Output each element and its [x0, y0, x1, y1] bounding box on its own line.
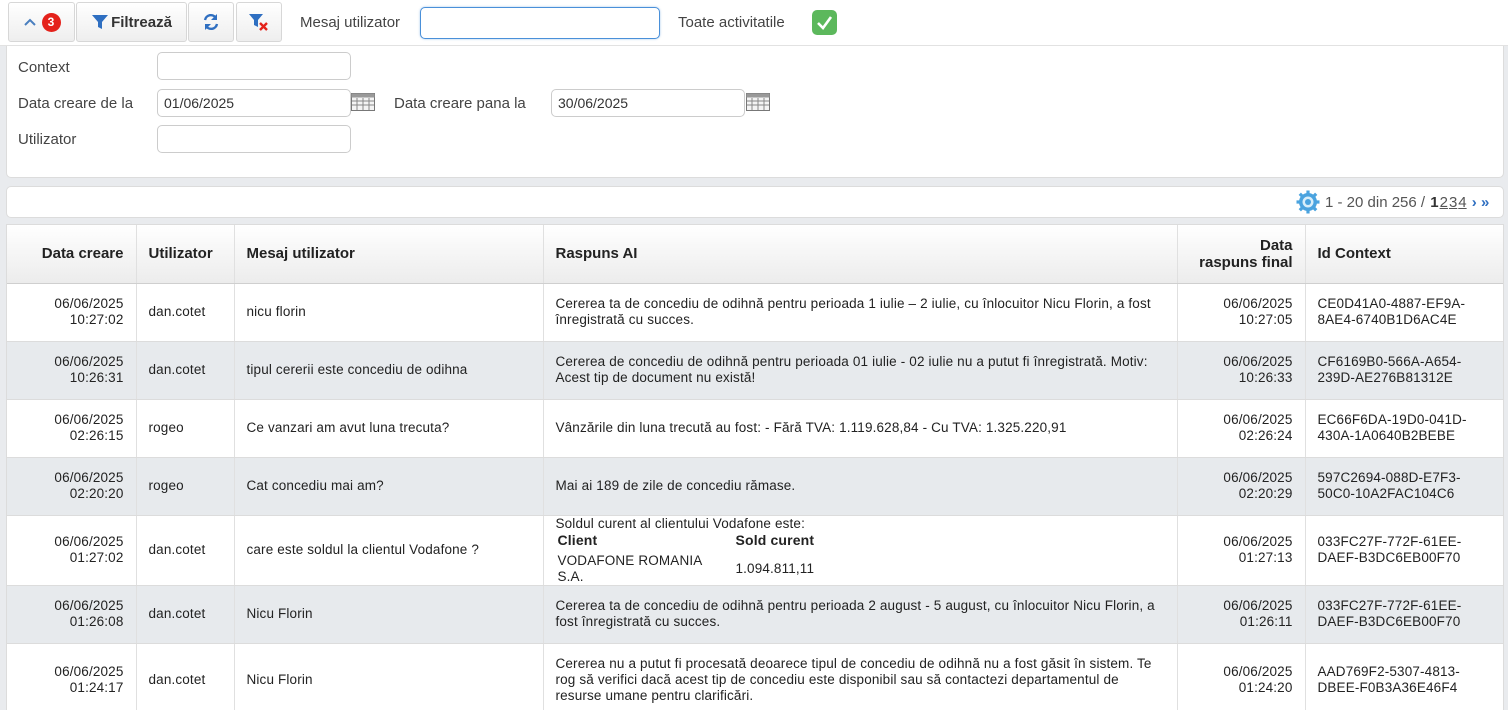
subtable-balance: 1.094.811,11	[735, 560, 815, 576]
user-label: Utilizator	[18, 131, 77, 148]
subtable-header-client: Client	[557, 531, 598, 548]
filter-panel	[6, 46, 1504, 178]
checkmark-icon	[812, 10, 837, 35]
cell-created: 06/06/2025 10:26:31	[7, 341, 136, 399]
cell-context: AAD769F2-5307-4813- DBEE-F0B3A36E46F4	[1305, 643, 1504, 710]
cell-response: Cererea de concediu de odihnă pentru perioada 01 iulie - 02 iulie nu a putut fi înregistrată. Motiv: Acest tip de document nu există!	[543, 341, 1177, 399]
cell-user: dan.cotet	[136, 585, 234, 643]
cell-message: Nicu Florin	[234, 643, 543, 710]
table-row[interactable]	[7, 341, 1504, 399]
cell-user: rogeo	[136, 399, 234, 457]
pager-range	[1325, 194, 1489, 211]
cell-user: rogeo	[136, 457, 234, 515]
date-from-input[interactable]	[157, 89, 351, 117]
subtable-client: VODAFONE ROMANIA S.A.	[557, 552, 702, 584]
date-to-label: Data creare pana la	[394, 95, 526, 112]
cell-created: 06/06/2025 02:20:20	[7, 457, 136, 515]
page-2-link[interactable]: 2	[1439, 194, 1448, 211]
cell-context: CE0D41A0-4887-EF9A- 8AE4-6740B1D6AC4E	[1305, 283, 1504, 341]
date-to-input[interactable]	[551, 89, 745, 117]
cell-final-date: 06/06/2025 10:26:33	[1177, 341, 1305, 399]
cell-message: tipul cererii este concediu de odihna	[234, 341, 543, 399]
cell-final-date: 06/06/2025 02:20:29	[1177, 457, 1305, 515]
context-input[interactable]	[157, 52, 351, 80]
context-label: Context	[18, 59, 70, 76]
page-4-link[interactable]: 4	[1458, 194, 1467, 211]
header-final-date[interactable]	[1177, 225, 1305, 283]
last-page-icon[interactable]: »	[1480, 194, 1490, 211]
cell-response: Vânzările din luna trecută au fost: - Fără TVA: 1.119.628,84 - Cu TVA: 1.325.220,91	[543, 399, 1177, 457]
filter-button[interactable]	[76, 2, 187, 42]
all-activities-checkbox[interactable]	[812, 10, 837, 35]
date-from-label: Data creare de la	[18, 95, 134, 112]
cell-context: EC66F6DA-19D0-041D- 430A-1A0640B2BEBE	[1305, 399, 1504, 457]
cell-created: 06/06/2025 01:26:08	[7, 585, 136, 643]
activity-grid	[6, 224, 1504, 710]
funnel-icon	[91, 13, 109, 31]
table-row[interactable]	[7, 399, 1504, 457]
refresh-icon	[201, 12, 221, 32]
cell-final-date: 06/06/2025 10:27:05	[1177, 283, 1305, 341]
cell-context: CF6169B0-566A-A654- 239D-AE276B81312E	[1305, 341, 1504, 399]
cell-context: 033FC27F-772F-61EE- DAEF-B3DC6EB00F70	[1305, 515, 1504, 585]
table-header-row	[7, 225, 1504, 283]
cell-message: Cat concediu mai am?	[234, 457, 543, 515]
header-final-line2: raspuns final	[1199, 253, 1293, 271]
toolbar	[0, 0, 1508, 46]
header-user[interactable]: Utilizator	[136, 225, 234, 283]
cell-response: Cererea ta de concediu de odihnă pentru perioada 1 iulie – 2 iulie, cu înlocuitor Nicu Florin, a fost înregistrată cu succes.	[543, 283, 1177, 341]
header-context[interactable]: Id Context	[1305, 225, 1504, 283]
filter-button-label: Filtrează	[111, 13, 172, 31]
table-row[interactable]	[7, 643, 1504, 710]
cell-context: 597C2694-088D-E7F3- 50C0-10A2FAC104C6	[1305, 457, 1504, 515]
collapse-filters-button[interactable]	[8, 2, 75, 42]
cell-created: 06/06/2025 01:24:17	[7, 643, 136, 710]
pager-range-text: 1 - 20 din 256 /	[1325, 194, 1426, 211]
cell-response: Cererea nu a putut fi procesată deoarece tipul de concediu de odihnă nu a fost găsit în sistem. Te rog să verifici dacă acest tip de concediu este disponibil sau să contactezi departamentul de resurse umane pentru clarificări.	[543, 643, 1177, 710]
table-row[interactable]	[7, 283, 1504, 341]
clear-filters-button[interactable]	[236, 2, 282, 42]
pager	[6, 186, 1504, 218]
cell-user: dan.cotet	[136, 643, 234, 710]
next-page-icon[interactable]: ›	[1471, 194, 1477, 211]
activity-table	[7, 225, 1504, 710]
table-row[interactable]	[7, 585, 1504, 643]
header-response[interactable]: Raspuns AI	[543, 225, 1177, 283]
response-prefix: Soldul curent al clientului Vodafone este:	[555, 515, 805, 531]
cell-user: dan.cotet	[136, 515, 234, 585]
cell-final-date: 06/06/2025 01:27:13	[1177, 515, 1305, 585]
message-filter-input[interactable]	[420, 7, 660, 39]
cell-response	[543, 515, 1177, 585]
cell-response: Cererea ta de concediu de odihnă pentru perioada 2 august - 5 august, cu înlocuitor Nicu Florin, a fost înregistrată cu succes.	[543, 585, 1177, 643]
page-3-link[interactable]: 3	[1448, 194, 1458, 211]
cell-created: 06/06/2025 02:26:15	[7, 399, 136, 457]
clear-filter-icon	[248, 12, 270, 32]
header-message[interactable]: Mesaj utilizator	[234, 225, 543, 283]
cell-created: 06/06/2025 01:27:02	[7, 515, 136, 585]
cell-created: 06/06/2025 10:27:02	[7, 283, 136, 341]
table-row[interactable]	[7, 457, 1504, 515]
cell-final-date: 06/06/2025 02:26:24	[1177, 399, 1305, 457]
user-input[interactable]	[157, 125, 351, 153]
calendar-to-icon[interactable]	[746, 93, 770, 111]
cell-final-date: 06/06/2025 01:26:11	[1177, 585, 1305, 643]
cell-response: Mai ai 189 de zile de concediu rămase.	[543, 457, 1177, 515]
cell-final-date: 06/06/2025 01:24:20	[1177, 643, 1305, 710]
cell-message: care este soldul la clientul Vodafone ?	[234, 515, 543, 585]
cell-user: dan.cotet	[136, 283, 234, 341]
cell-message: Nicu Florin	[234, 585, 543, 643]
message-filter-label: Mesaj utilizator	[300, 14, 401, 31]
cell-user: dan.cotet	[136, 341, 234, 399]
subtable-header-balance: Sold curent	[735, 531, 815, 548]
all-activities-label: Toate activitatile	[678, 14, 785, 31]
cell-message: nicu florin	[234, 283, 543, 341]
refresh-button[interactable]	[188, 2, 234, 42]
header-final-line1: Data	[1259, 236, 1293, 254]
cell-message: Ce vanzari am avut luna trecuta?	[234, 399, 543, 457]
filter-count-badge: 3	[42, 13, 61, 32]
gear-icon[interactable]	[1296, 190, 1320, 214]
calendar-from-icon[interactable]	[351, 93, 375, 111]
cell-context: 033FC27F-772F-61EE- DAEF-B3DC6EB00F70	[1305, 585, 1504, 643]
page-1-link[interactable]: 1	[1430, 194, 1439, 211]
chevron-up-icon	[23, 17, 37, 27]
header-created[interactable]: Data creare	[7, 225, 136, 283]
table-row[interactable]	[7, 515, 1504, 585]
